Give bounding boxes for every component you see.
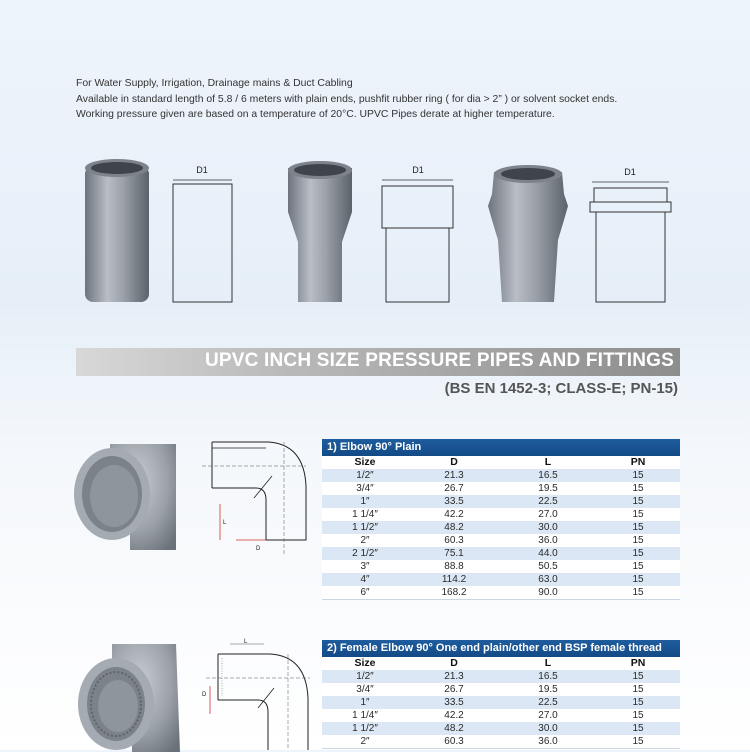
- table-row: [322, 534, 680, 547]
- cell-d: 26.7: [444, 483, 464, 494]
- table-header-row: [322, 657, 680, 670]
- table-row: [322, 586, 680, 599]
- cell-d: 48.2: [444, 522, 464, 533]
- cell-l: 27.0: [538, 509, 558, 520]
- table-row: [322, 482, 680, 495]
- col-d-header: D: [450, 657, 458, 669]
- cell-size: 2″: [360, 736, 370, 747]
- cell-l: 50.5: [538, 561, 558, 572]
- cell-pn: 15: [632, 483, 644, 494]
- cell-l: 19.5: [538, 684, 558, 695]
- plain-end-drawing: [173, 165, 232, 302]
- svg-text:L: L: [223, 520, 227, 526]
- cell-l: 19.5: [538, 483, 558, 494]
- cell-l: 36.0: [538, 535, 558, 546]
- cell-l: 16.5: [538, 470, 558, 481]
- cell-size: 1 1/2″: [352, 723, 378, 734]
- cell-pn: 15: [632, 548, 644, 559]
- cell-size: 1 1/4″: [352, 710, 378, 721]
- elbow-90-plain-photo: [70, 440, 180, 555]
- section-subtitle: (BS EN 1452-3; CLASS-E; PN-15): [444, 380, 678, 397]
- table-row: [322, 670, 680, 683]
- table-row: [322, 495, 680, 508]
- cell-size: 3″: [360, 561, 370, 572]
- cell-pn: 15: [632, 697, 644, 708]
- table-row: [322, 722, 680, 735]
- cell-d: 42.2: [444, 509, 464, 520]
- cell-d: 33.5: [444, 496, 464, 507]
- table-row: [322, 683, 680, 696]
- svg-text:D: D: [202, 692, 207, 698]
- cell-size: 1 1/2″: [352, 522, 378, 533]
- svg-text:D1: D1: [412, 165, 424, 175]
- table-title: 1) Elbow 90° Plain: [322, 439, 680, 456]
- col-pn-header: PN: [630, 456, 646, 468]
- svg-text:D1: D1: [624, 167, 636, 177]
- cell-size: 1/2″: [356, 671, 374, 682]
- cell-pn: 15: [632, 736, 644, 747]
- cell-size: 4″: [360, 574, 370, 585]
- table-title: 2) Female Elbow 90° One end plain/other end BSP female thread: [322, 640, 680, 657]
- cell-l: 30.0: [538, 723, 558, 734]
- col-size-header: Size: [354, 657, 376, 669]
- cell-l: 44.0: [538, 548, 558, 559]
- female-elbow-drawing: [200, 638, 316, 750]
- cell-size: 3/4″: [356, 483, 374, 494]
- cell-d: 75.1: [444, 548, 464, 559]
- intro-line-3: Working pressure given are based on a temperature of 20°C. UPVC Pipes derate at higher temperature.: [76, 109, 555, 120]
- cell-size: 1 1/4″: [352, 509, 378, 520]
- plain-end-pipe-photo: [85, 159, 149, 302]
- table-row: [322, 469, 680, 482]
- rubber-ring-pipe-photo: [488, 165, 568, 302]
- rubber-ring-drawing: [590, 167, 671, 302]
- cell-pn: 15: [632, 723, 644, 734]
- table-row: [322, 573, 680, 586]
- svg-text:D: D: [256, 546, 261, 552]
- cell-d: 114.2: [441, 574, 467, 585]
- cell-pn: 15: [632, 509, 644, 520]
- table-row: [322, 709, 680, 722]
- elbow-90-plain-drawing: [196, 436, 314, 560]
- cell-size: 2″: [360, 535, 370, 546]
- cell-l: 22.5: [538, 697, 558, 708]
- col-pn-header: PN: [630, 657, 646, 669]
- cell-d: 33.5: [444, 697, 464, 708]
- cell-pn: 15: [632, 710, 644, 721]
- cell-size: 1/2″: [356, 470, 374, 481]
- cell-size: 2 1/2″: [352, 548, 378, 559]
- table-row: [322, 696, 680, 709]
- cell-d: 26.7: [444, 684, 464, 695]
- cell-d: 42.2: [444, 710, 464, 721]
- cell-d: 60.3: [444, 535, 464, 546]
- cell-pn: 15: [632, 587, 644, 598]
- cell-d: 48.2: [444, 723, 464, 734]
- cell-size: 1″: [360, 496, 370, 507]
- cell-d: 21.3: [444, 470, 464, 481]
- solvent-socket-pipe-photo: [288, 161, 352, 302]
- cell-pn: 15: [632, 496, 644, 507]
- col-size-header: Size: [354, 456, 376, 468]
- cell-pn: 15: [632, 561, 644, 572]
- section-title: UPVC INCH SIZE PRESSURE PIPES AND FITTINGS: [204, 350, 674, 371]
- table-row: [322, 521, 680, 534]
- table-row: [322, 547, 680, 560]
- pipe-end-types-illustration: [70, 150, 680, 310]
- cell-pn: 15: [632, 574, 644, 585]
- cell-size: 3/4″: [356, 684, 374, 695]
- cell-size: 1″: [360, 697, 370, 708]
- cell-d: 21.3: [444, 671, 464, 682]
- section-banner: [76, 348, 680, 376]
- cell-l: 22.5: [538, 496, 558, 507]
- cell-l: 30.0: [538, 522, 558, 533]
- svg-text:D1: D1: [196, 165, 208, 175]
- intro-line-1: For Water Supply, Irrigation, Drainage mains & Duct Cabling: [76, 78, 353, 89]
- female-elbow-photo: [72, 640, 184, 752]
- cell-l: 63.0: [538, 574, 558, 585]
- female-elbow-table: [322, 640, 680, 749]
- table-row: [322, 735, 680, 748]
- cell-size: 6″: [360, 587, 370, 598]
- cell-d: 168.2: [441, 587, 467, 598]
- cell-d: 88.8: [444, 561, 464, 572]
- cell-pn: 15: [632, 684, 644, 695]
- cell-pn: 15: [632, 470, 644, 481]
- cell-pn: 15: [632, 535, 644, 546]
- cell-d: 60.3: [444, 736, 464, 747]
- col-l-header: L: [544, 657, 552, 669]
- table-header-row: [322, 456, 680, 469]
- cell-l: 36.0: [538, 736, 558, 747]
- table-row: [322, 508, 680, 521]
- elbow-90-plain-table: [322, 439, 680, 600]
- cell-l: 16.5: [538, 671, 558, 682]
- col-d-header: D: [450, 456, 458, 468]
- table-row: [322, 560, 680, 573]
- intro-text: [76, 76, 617, 123]
- cell-pn: 15: [632, 671, 644, 682]
- cell-l: 27.0: [538, 710, 558, 721]
- cell-l: 90.0: [538, 587, 558, 598]
- solvent-socket-drawing: [382, 165, 453, 302]
- svg-text:L: L: [244, 639, 248, 645]
- cell-pn: 15: [632, 522, 644, 533]
- col-l-header: L: [544, 456, 552, 468]
- intro-line-2: Available in standard length of 5.8 / 6 meters with plain ends, pushfit rubber ring ( for dia > 2” ) or solvent socket ends.: [76, 93, 618, 105]
